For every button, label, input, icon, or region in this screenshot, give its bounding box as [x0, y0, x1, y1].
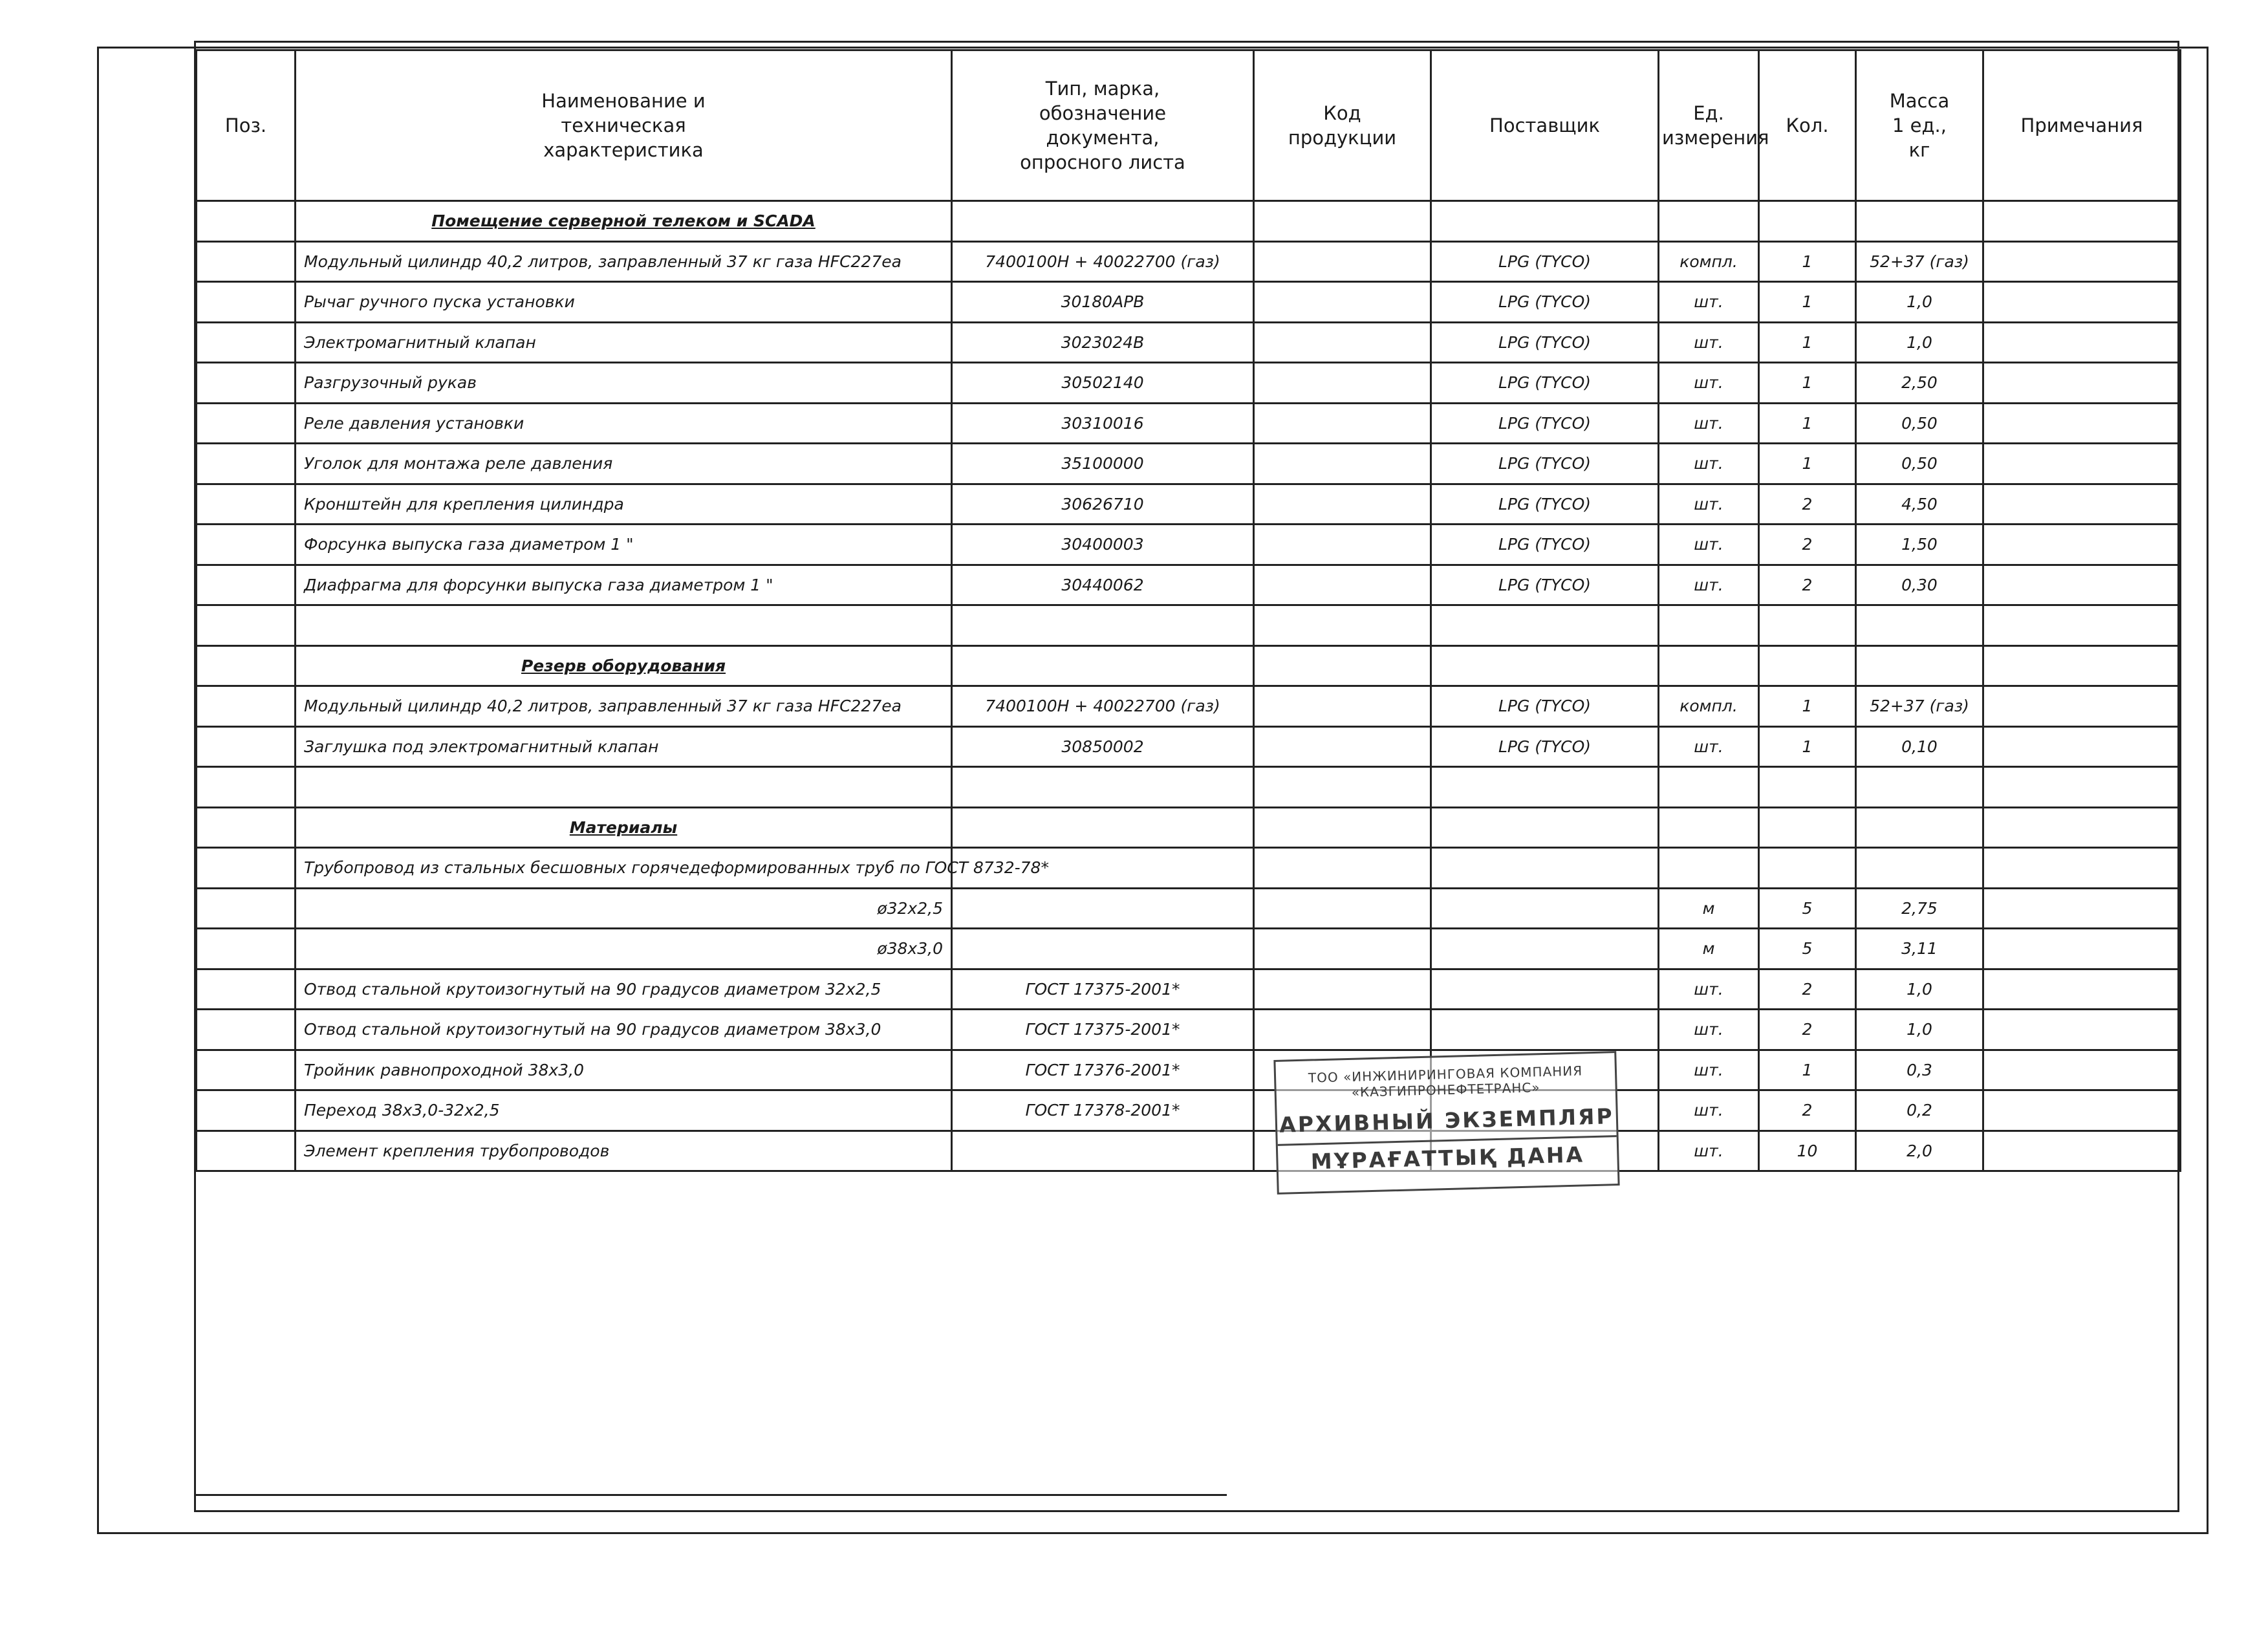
cell-pos — [197, 726, 296, 767]
table-row — [197, 1010, 2181, 1050]
cell-type: ГОСТ 17375-2001* — [952, 969, 1254, 1010]
cell-pos — [197, 201, 296, 242]
cell-pos — [197, 363, 296, 404]
table-row — [197, 282, 2181, 323]
table-row — [197, 929, 2181, 969]
cell-unit — [1659, 807, 1759, 848]
cell-unit: шт. — [1659, 969, 1759, 1010]
cell-code — [1254, 848, 1431, 889]
cell-qty — [1759, 605, 1856, 646]
cell-qty: 1 — [1759, 444, 1856, 484]
cell-pos — [197, 241, 296, 282]
table-row — [197, 686, 2181, 727]
cell-name: Отвод стальной крутоизогнутый на 90 градусов диаметром 38x3,0 — [296, 1010, 952, 1050]
cell-name: ø38x3,0 — [296, 929, 952, 969]
cell-type: 30626710 — [952, 484, 1254, 525]
cell-name: Трубопровод из стальных бесшовных горячедеформированных труб по ГОСТ 8732-78* — [296, 848, 952, 889]
cell-supplier — [1431, 888, 1659, 929]
cell-pos — [197, 1131, 296, 1171]
table-row — [197, 484, 2181, 525]
cell-mass — [1856, 645, 1983, 686]
cell-code — [1254, 565, 1431, 605]
cell-notes — [1983, 888, 2181, 929]
cell-qty — [1759, 767, 1856, 808]
cell-name: Форсунка выпуска газа диаметром 1 " — [296, 525, 952, 565]
cell-notes — [1983, 525, 2181, 565]
header-unit: Ед. измерения — [1659, 50, 1759, 201]
cell-mass: 1,0 — [1856, 282, 1983, 323]
cell-pos — [197, 322, 296, 363]
cell-notes — [1983, 363, 2181, 404]
table-row — [197, 969, 2181, 1010]
cell-mass: 2,75 — [1856, 888, 1983, 929]
cell-supplier: LPG (TYCO) — [1431, 403, 1659, 444]
cell-qty — [1759, 848, 1856, 889]
cell-notes — [1983, 929, 2181, 969]
cell-qty: 1 — [1759, 686, 1856, 727]
cell-mass — [1856, 767, 1983, 808]
archive-stamp — [1273, 1051, 1619, 1195]
cell-pos — [197, 525, 296, 565]
table-row — [197, 848, 2181, 889]
cell-mass — [1856, 605, 1983, 646]
cell-unit: шт. — [1659, 484, 1759, 525]
cell-code — [1254, 444, 1431, 484]
cell-type: 30310016 — [952, 403, 1254, 444]
cell-notes — [1983, 1050, 2181, 1090]
cell-type: 30180APB — [952, 282, 1254, 323]
cell-pos — [197, 444, 296, 484]
cell-type — [952, 807, 1254, 848]
cell-type: 30850002 — [952, 726, 1254, 767]
section-row — [197, 201, 2181, 242]
cell-type: 30440062 — [952, 565, 1254, 605]
cell-qty: 1 — [1759, 1050, 1856, 1090]
cell-mass: 1,50 — [1856, 525, 1983, 565]
cell-pos — [197, 282, 296, 323]
cell-unit — [1659, 848, 1759, 889]
cell-name — [296, 767, 952, 808]
cell-supplier — [1431, 848, 1659, 889]
cell-notes — [1983, 645, 2181, 686]
cell-notes — [1983, 767, 2181, 808]
cell-name: Отвод стальной крутоизогнутый на 90 градусов диаметром 32x2,5 — [296, 969, 952, 1010]
header-name: Наименование и техническая характеристика — [296, 50, 952, 201]
table-row — [197, 565, 2181, 605]
cell-supplier — [1431, 929, 1659, 969]
cell-pos — [197, 565, 296, 605]
cell-supplier — [1431, 1010, 1659, 1050]
cell-type — [952, 605, 1254, 646]
cell-unit: шт. — [1659, 726, 1759, 767]
cell-type: 7400100H + 40022700 (газ) — [952, 241, 1254, 282]
cell-notes — [1983, 565, 2181, 605]
cell-type: 35100000 — [952, 444, 1254, 484]
cell-qty: 2 — [1759, 1090, 1856, 1131]
stamp-title-ru: АРХИВНЫЙ ЭКЗЕМПЛЯР — [1279, 1103, 1615, 1138]
cell-name: Материалы — [296, 807, 952, 848]
cell-supplier — [1431, 807, 1659, 848]
cell-supplier — [1431, 969, 1659, 1010]
cell-pos — [197, 888, 296, 929]
cell-supplier: LPG (TYCO) — [1431, 726, 1659, 767]
cell-pos — [197, 1090, 296, 1131]
cell-mass — [1856, 807, 1983, 848]
cell-code — [1254, 969, 1431, 1010]
cell-pos — [197, 929, 296, 969]
cell-qty: 1 — [1759, 363, 1856, 404]
cell-supplier: LPG (TYCO) — [1431, 565, 1659, 605]
cell-unit: шт. — [1659, 1131, 1759, 1171]
cell-unit: шт. — [1659, 525, 1759, 565]
cell-unit — [1659, 645, 1759, 686]
header-pos: Поз. — [197, 50, 296, 201]
table-row — [197, 1050, 2181, 1090]
cell-mass: 0,30 — [1856, 565, 1983, 605]
table-row — [197, 525, 2181, 565]
cell-code — [1254, 726, 1431, 767]
cell-unit: шт. — [1659, 444, 1759, 484]
cell-qty: 1 — [1759, 403, 1856, 444]
cell-notes — [1983, 201, 2181, 242]
cell-supplier: LPG (TYCO) — [1431, 686, 1659, 727]
table-row — [197, 1090, 2181, 1131]
cell-notes — [1983, 1131, 2181, 1171]
table-row — [197, 241, 2181, 282]
cell-code — [1254, 484, 1431, 525]
header-notes: Примечания — [1983, 50, 2181, 201]
header-mass: Масса 1 ед., кг — [1856, 50, 1983, 201]
cell-unit: компл. — [1659, 686, 1759, 727]
cell-mass: 4,50 — [1856, 484, 1983, 525]
cell-pos — [197, 1010, 296, 1050]
cell-qty — [1759, 645, 1856, 686]
cell-mass — [1856, 848, 1983, 889]
cell-pos — [197, 848, 296, 889]
cell-mass: 1,0 — [1856, 1010, 1983, 1050]
cell-type — [952, 645, 1254, 686]
stamp-title-kz: МҰРАҒАТТЫҚ ДАНА — [1310, 1142, 1585, 1175]
cell-type — [952, 767, 1254, 808]
cell-notes — [1983, 686, 2181, 727]
cell-notes — [1983, 403, 2181, 444]
cell-code — [1254, 1010, 1431, 1050]
cell-supplier: LPG (TYCO) — [1431, 363, 1659, 404]
cell-pos — [197, 484, 296, 525]
cell-name: Электромагнитный клапан — [296, 322, 952, 363]
cell-qty: 1 — [1759, 282, 1856, 323]
cell-unit — [1659, 767, 1759, 808]
stamp-company: ТОО «ИНЖИНИРИНГОВАЯ КОМПАНИЯ «КАЗГИПРОНЕФТЕТРАНС» — [1308, 1063, 1583, 1100]
cell-mass: 0,50 — [1856, 444, 1983, 484]
header-type: Тип, марка, обозначение документа, опросного листа — [952, 50, 1254, 201]
cell-code — [1254, 241, 1431, 282]
cell-unit: шт. — [1659, 282, 1759, 323]
cell-name: Кронштейн для крепления цилиндра — [296, 484, 952, 525]
cell-qty: 2 — [1759, 525, 1856, 565]
cell-mass: 0,2 — [1856, 1090, 1983, 1131]
cell-name: Диафрагма для форсунки выпуска газа диаметром 1 " — [296, 565, 952, 605]
cell-unit — [1659, 201, 1759, 242]
cell-supplier — [1431, 767, 1659, 808]
cell-notes — [1983, 605, 2181, 646]
cell-code — [1254, 645, 1431, 686]
cell-pos — [197, 645, 296, 686]
bottom-rule — [195, 1494, 1227, 1496]
cell-type: ГОСТ 17375-2001* — [952, 1010, 1254, 1050]
cell-qty: 2 — [1759, 484, 1856, 525]
cell-name: Рычаг ручного пуска установки — [296, 282, 952, 323]
cell-unit: шт. — [1659, 363, 1759, 404]
cell-code — [1254, 282, 1431, 323]
header-code: Код продукции — [1254, 50, 1431, 201]
cell-code — [1254, 929, 1431, 969]
cell-type: 30502140 — [952, 363, 1254, 404]
cell-qty: 5 — [1759, 929, 1856, 969]
cell-name: Помещение серверной телеком и SCADA — [296, 201, 952, 242]
cell-type: ГОСТ 17378-2001* — [952, 1090, 1254, 1131]
cell-type: 30400003 — [952, 525, 1254, 565]
cell-qty — [1759, 807, 1856, 848]
cell-supplier: LPG (TYCO) — [1431, 282, 1659, 323]
table-row — [197, 322, 2181, 363]
cell-notes — [1983, 484, 2181, 525]
cell-name: Тройник равнопроходной 38x3,0 — [296, 1050, 952, 1090]
cell-notes — [1983, 282, 2181, 323]
cell-unit: шт. — [1659, 403, 1759, 444]
cell-supplier: LPG (TYCO) — [1431, 525, 1659, 565]
table-body — [197, 201, 2181, 1171]
cell-notes — [1983, 444, 2181, 484]
cell-unit: шт. — [1659, 1010, 1759, 1050]
cell-mass: 1,0 — [1856, 969, 1983, 1010]
cell-supplier: LPG (TYCO) — [1431, 444, 1659, 484]
cell-code — [1254, 807, 1431, 848]
cell-notes — [1983, 848, 2181, 889]
table-row — [197, 1131, 2181, 1171]
cell-mass: 3,11 — [1856, 929, 1983, 969]
cell-mass: 0,3 — [1856, 1050, 1983, 1090]
cell-mass: 2,50 — [1856, 363, 1983, 404]
cell-pos — [197, 403, 296, 444]
cell-notes — [1983, 322, 2181, 363]
cell-notes — [1983, 807, 2181, 848]
cell-qty: 2 — [1759, 565, 1856, 605]
cell-type — [952, 201, 1254, 242]
cell-qty: 1 — [1759, 726, 1856, 767]
cell-name: Заглушка под электромагнитный клапан — [296, 726, 952, 767]
cell-mass: 2,0 — [1856, 1131, 1983, 1171]
cell-qty — [1759, 201, 1856, 242]
cell-type — [952, 888, 1254, 929]
table-row — [197, 403, 2181, 444]
cell-notes — [1983, 969, 2181, 1010]
cell-pos — [197, 1050, 296, 1090]
cell-name: Модульный цилиндр 40,2 литров, заправленный 37 кг газа HFC227ea — [296, 241, 952, 282]
cell-supplier: LPG (TYCO) — [1431, 484, 1659, 525]
cell-type: 3023024B — [952, 322, 1254, 363]
cell-qty: 1 — [1759, 322, 1856, 363]
cell-qty: 1 — [1759, 241, 1856, 282]
cell-unit — [1659, 605, 1759, 646]
cell-pos — [197, 807, 296, 848]
cell-unit: м — [1659, 888, 1759, 929]
cell-unit: м — [1659, 929, 1759, 969]
cell-supplier: LPG (TYCO) — [1431, 241, 1659, 282]
cell-unit: шт. — [1659, 1090, 1759, 1131]
cell-pos — [197, 767, 296, 808]
cell-unit: шт. — [1659, 322, 1759, 363]
cell-name: Модульный цилиндр 40,2 литров, заправленный 37 кг газа HFC227ea — [296, 686, 952, 727]
cell-name: Элемент крепления трубопроводов — [296, 1131, 952, 1171]
cell-mass: 52+37 (газ) — [1856, 686, 1983, 727]
table-row — [197, 726, 2181, 767]
cell-mass — [1856, 201, 1983, 242]
cell-supplier — [1431, 645, 1659, 686]
cell-pos — [197, 686, 296, 727]
cell-code — [1254, 605, 1431, 646]
section-row — [197, 645, 2181, 686]
cell-code — [1254, 525, 1431, 565]
cell-qty: 10 — [1759, 1131, 1856, 1171]
cell-code — [1254, 201, 1431, 242]
header-row — [197, 50, 2181, 201]
cell-name: Резерв оборудования — [296, 645, 952, 686]
cell-notes — [1983, 726, 2181, 767]
cell-unit: шт. — [1659, 1050, 1759, 1090]
cell-qty: 2 — [1759, 969, 1856, 1010]
cell-unit: шт. — [1659, 565, 1759, 605]
table-row — [197, 605, 2181, 646]
cell-type — [952, 929, 1254, 969]
specification-table — [195, 49, 2181, 1172]
cell-type — [952, 1131, 1254, 1171]
cell-notes — [1983, 1010, 2181, 1050]
cell-qty: 2 — [1759, 1010, 1856, 1050]
table-row — [197, 767, 2181, 808]
cell-name: ø32x2,5 — [296, 888, 952, 929]
cell-name: Переход 38x3,0-32x2,5 — [296, 1090, 952, 1131]
cell-notes — [1983, 1090, 2181, 1131]
cell-mass: 1,0 — [1856, 322, 1983, 363]
cell-code — [1254, 888, 1431, 929]
cell-name: Разгрузочный рукав — [296, 363, 952, 404]
cell-code — [1254, 322, 1431, 363]
cell-supplier: LPG (TYCO) — [1431, 322, 1659, 363]
section-row — [197, 807, 2181, 848]
cell-name: Уголок для монтажа реле давления — [296, 444, 952, 484]
cell-name — [296, 605, 952, 646]
cell-mass: 0,10 — [1856, 726, 1983, 767]
cell-type: ГОСТ 17376-2001* — [952, 1050, 1254, 1090]
cell-pos — [197, 969, 296, 1010]
table-row — [197, 444, 2181, 484]
cell-mass: 0,50 — [1856, 403, 1983, 444]
cell-code — [1254, 363, 1431, 404]
cell-type: 7400100H + 40022700 (газ) — [952, 686, 1254, 727]
cell-unit: компл. — [1659, 241, 1759, 282]
header-qty: Кол. — [1759, 50, 1856, 201]
header-supplier: Поставщик — [1431, 50, 1659, 201]
cell-code — [1254, 403, 1431, 444]
table-row — [197, 888, 2181, 929]
cell-code — [1254, 686, 1431, 727]
cell-name: Реле давления установки — [296, 403, 952, 444]
cell-pos — [197, 605, 296, 646]
cell-mass: 52+37 (газ) — [1856, 241, 1983, 282]
cell-qty: 5 — [1759, 888, 1856, 929]
cell-notes — [1983, 241, 2181, 282]
cell-code — [1254, 767, 1431, 808]
cell-supplier — [1431, 201, 1659, 242]
table-row — [197, 363, 2181, 404]
cell-supplier — [1431, 605, 1659, 646]
